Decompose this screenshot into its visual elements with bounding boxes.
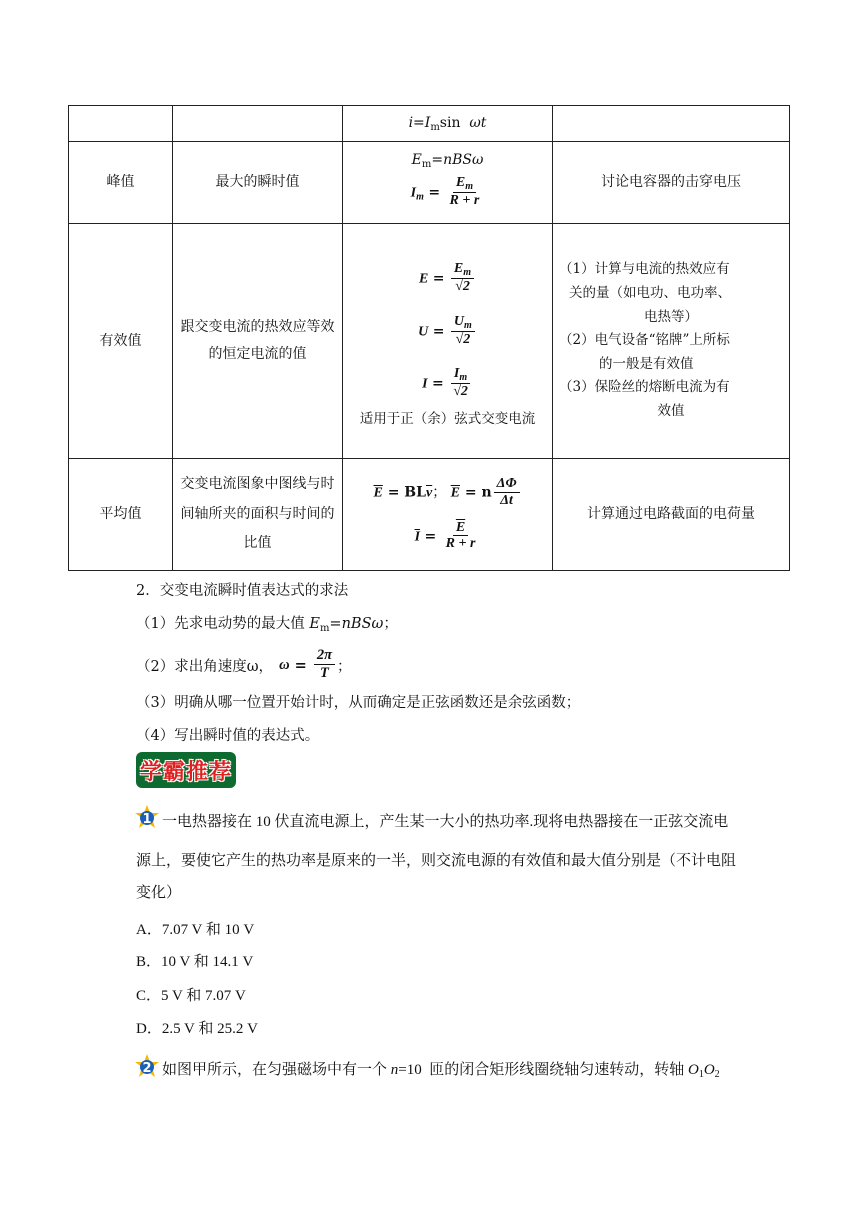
step-3: （3）明确从哪一位置开始计时，从而确定是正弦函数还是余弦函数； (136, 695, 581, 711)
formula-note: 适用于正（余）弦式交变电流 (359, 411, 536, 428)
step-4: （4）写出瞬时值的表达式。 (136, 728, 320, 744)
peak-formulas: $E_m=nBS\omega$ $I_m$ = $\frac{E_m}{R + r}$ (343, 142, 553, 224)
table-row (69, 459, 790, 571)
question-1-line-3: 变化） (136, 885, 182, 901)
row-definition: 跟交变电流的热效应等效 的恒定电流的值 (173, 224, 343, 459)
table-row (69, 106, 790, 142)
option-c: C．5 V 和 7.07 V (136, 988, 246, 1004)
effective-formulas: E = $\frac{E_m}{√2}$ U = $\frac{U_m}{√2}$ I = $\frac{I_m}{√2}$ 适用于正（余）弦式交变电流 (343, 224, 553, 459)
row-name: 峰值 (69, 142, 173, 224)
recommend-badge: 学霸推荐 (136, 752, 236, 788)
row-name: 有效值 (69, 224, 173, 459)
row-usage: （1）计算与电流的热效应有 关的量（如电功、电功率、 电热等） （2）电气设备“铭牌”上所标 的一般是有效值 （3）保险丝的熔断电流为有 效值 (553, 224, 790, 459)
instant-formula: $i=I_m\sin$ ωt (343, 106, 553, 142)
ac-values-table (68, 105, 790, 571)
question-1-icon (134, 804, 160, 830)
question-1-line-2: 源上，要使它产生的热功率是原来的一半，则交流电源的有效值和最大值分别是（不计电阻 (136, 853, 737, 869)
row-name: 平均值 (69, 459, 173, 571)
row-usage: 讨论电容器的击穿电压 (553, 142, 790, 224)
row-definition: 交变电流图象中图线与时 间轴所夹的面积与时间的 比值 (173, 459, 343, 571)
row-usage: 计算通过电路截面的电荷量 (553, 459, 790, 571)
question-1-line-1: 一电热器接在 10 伏直流电源上，产生某一大小的热功率.现将电热器接在一正弦交流电 (162, 814, 729, 830)
step-1: （1）先求电动势的最大值 $E_m=nBS\omega$； (136, 616, 398, 634)
row-definition: 最大的瞬时值 (173, 142, 343, 224)
table-row (69, 224, 790, 459)
average-formulas: $\overline{E} = BL\overline{v}$； $\overline{E} = n$ $\frac{\Delta\Phi}{\Delta t}$ $\overline{I}$ = $\frac{\overline{E}}{R + r}$ (343, 459, 553, 571)
question-2-icon (134, 1053, 160, 1079)
svg-text:1: 1 (142, 812, 152, 827)
option-a: A．7.07 V 和 10 V (136, 922, 255, 938)
option-d: D．2.5 V 和 25.2 V (136, 1021, 258, 1037)
step-2: （2）求出角速度ω， ω = $\frac{2\pi}{T}$ ； (136, 647, 352, 681)
section-heading: 2．交变电流瞬时值表达式的求法 (136, 583, 349, 599)
option-b: B．10 V 和 14.1 V (136, 954, 254, 970)
question-2-line-1: 如图甲所示，在匀强磁场中有一个 n=10 匝的闭合矩形线圈绕轴匀速转动，转轴 $O_1O_2$ (162, 1062, 720, 1080)
table-row (69, 142, 790, 224)
svg-text:2: 2 (142, 1061, 152, 1076)
